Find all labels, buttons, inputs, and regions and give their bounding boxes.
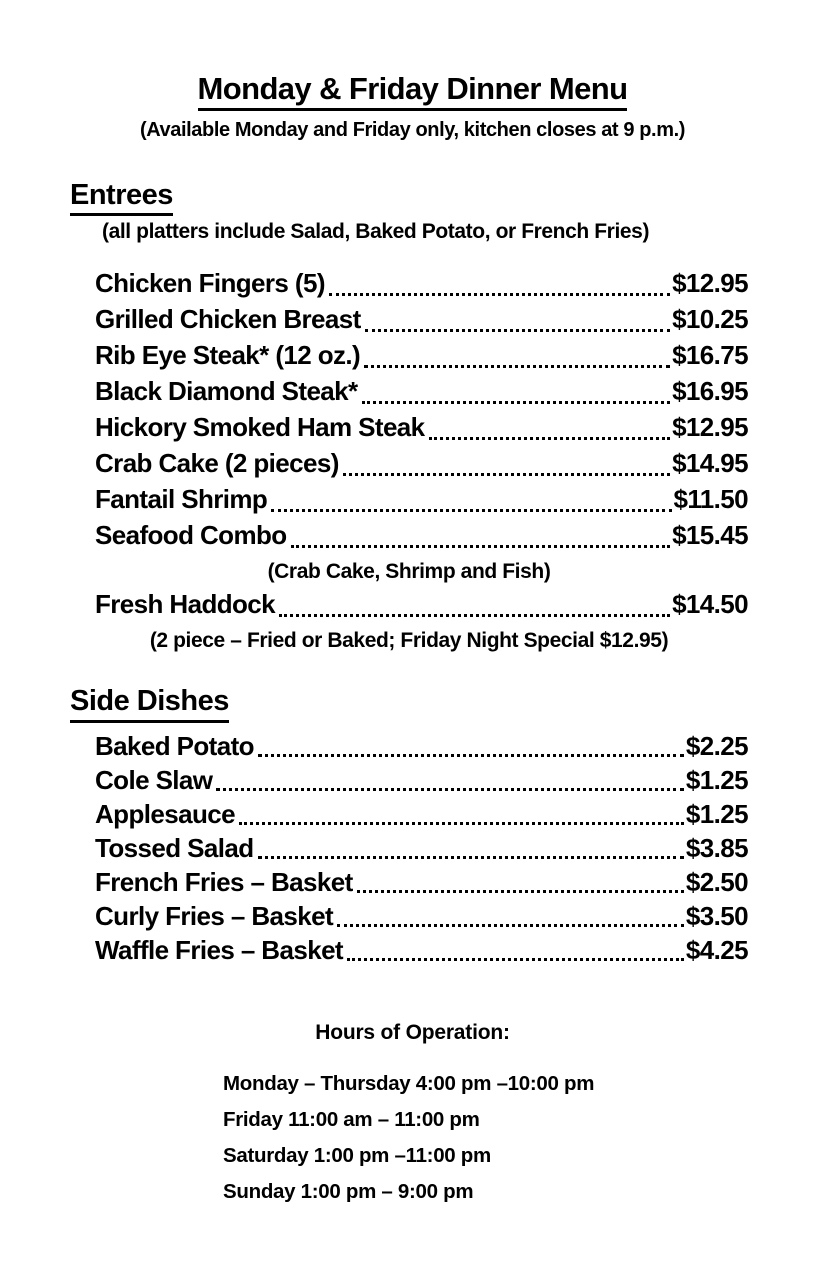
hours-line: Monday – Thursday 4:00 pm –10:00 pm <box>223 1071 595 1095</box>
menu-item-price: $15.45 <box>672 520 748 551</box>
dot-leader <box>362 401 671 404</box>
menu-item-price: $10.25 <box>672 304 748 335</box>
dot-leader <box>271 509 671 512</box>
hours-line: Saturday 1:00 pm –11:00 pm <box>223 1143 491 1167</box>
menu-item-name: Black Diamond Steak* <box>95 376 358 407</box>
menu-item <box>95 866 748 900</box>
menu-item <box>95 375 748 411</box>
dot-leader <box>239 822 684 825</box>
section-side-dishes <box>0 685 825 967</box>
dot-leader <box>258 856 684 859</box>
menu-item <box>95 934 748 968</box>
dot-leader <box>279 614 670 617</box>
menu-item-price: $2.25 <box>685 730 748 761</box>
dot-leader <box>258 754 684 757</box>
menu-item <box>95 519 748 555</box>
menu-item-price: $14.50 <box>672 589 748 620</box>
dot-leader <box>216 788 684 791</box>
menu-item-price: $12.95 <box>672 412 748 443</box>
menu-item-name: Seafood Combo <box>95 520 287 551</box>
entrees-heading: Entrees <box>70 179 173 216</box>
hours-line: Sunday 1:00 pm – 9:00 pm <box>223 1179 474 1203</box>
side-dishes-heading: Side Dishes <box>70 685 229 722</box>
page-title: Monday & Friday Dinner Menu <box>198 72 628 111</box>
menu-header <box>0 0 825 142</box>
menu-item-name: Crab Cake (2 pieces) <box>95 448 339 479</box>
dot-leader <box>357 890 684 893</box>
dot-leader <box>329 293 670 296</box>
dot-leader <box>291 545 671 548</box>
side-dishes-list <box>95 730 748 968</box>
menu-item <box>95 267 748 303</box>
menu-item <box>95 900 748 934</box>
menu-item <box>95 798 748 832</box>
page-subtitle: (Available Monday and Friday only, kitchen closes at 9 p.m.) <box>139 119 686 142</box>
menu-item-name: Hickory Smoked Ham Steak <box>95 412 425 443</box>
entrees-note: (all platters include Salad, Baked Potato, or French Fries) <box>102 220 650 244</box>
hours-heading: Hours of Operation: <box>315 1020 510 1044</box>
dot-leader <box>343 473 670 476</box>
menu-item-name: Applesauce <box>95 798 235 829</box>
dot-leader <box>364 365 670 368</box>
dot-leader <box>429 437 671 440</box>
menu-item-price: $1.25 <box>685 798 748 829</box>
menu-item-name: Tossed Salad <box>95 832 254 863</box>
menu-item-price: $2.50 <box>685 866 748 897</box>
menu-item-name: French Fries – Basket <box>95 866 353 897</box>
hours-lines <box>223 1066 825 1210</box>
menu-item <box>95 447 748 483</box>
menu-item-name: Waffle Fries – Basket <box>95 934 343 965</box>
dot-leader <box>337 924 684 927</box>
menu-item-name: Chicken Fingers (5) <box>95 268 325 299</box>
menu-item-price: $11.50 <box>673 484 748 515</box>
dot-leader <box>347 958 684 961</box>
menu-item-note: (2 piece – Fried or Baked; Friday Night Special $12.95) <box>149 629 669 653</box>
menu-item <box>95 588 748 624</box>
section-entrees <box>0 179 825 657</box>
menu-item <box>95 730 748 764</box>
hours-section <box>0 1021 825 1210</box>
entrees-list <box>95 267 748 657</box>
menu-item-name: Baked Potato <box>95 730 254 761</box>
menu-item <box>95 483 748 519</box>
menu-item-price: $16.95 <box>672 376 748 407</box>
menu-item-name: Fantail Shrimp <box>95 484 268 515</box>
menu-item-name: Fresh Haddock <box>95 589 276 620</box>
menu-item <box>95 411 748 447</box>
menu-item <box>95 832 748 866</box>
menu-item <box>95 764 748 798</box>
menu-item-price: $14.95 <box>672 448 748 479</box>
menu-item-note: (Crab Cake, Shrimp and Fish) <box>267 560 551 584</box>
hours-line: Friday 11:00 am – 11:00 pm <box>223 1107 480 1131</box>
menu-item-price: $3.85 <box>685 832 748 863</box>
dot-leader <box>365 329 670 332</box>
menu-item <box>95 303 748 339</box>
menu-item-price: $12.95 <box>672 268 748 299</box>
menu-item-name: Curly Fries – Basket <box>95 900 334 931</box>
menu-item-price: $4.25 <box>685 934 748 965</box>
menu-item-name: Grilled Chicken Breast <box>95 304 361 335</box>
menu-item-price: $16.75 <box>672 340 748 371</box>
menu-item-price: $1.25 <box>685 764 748 795</box>
menu-item <box>95 339 748 375</box>
menu-item-price: $3.50 <box>685 900 748 931</box>
menu-item-name: Cole Slaw <box>95 764 213 795</box>
menu-item-name: Rib Eye Steak* (12 oz.) <box>95 340 361 371</box>
